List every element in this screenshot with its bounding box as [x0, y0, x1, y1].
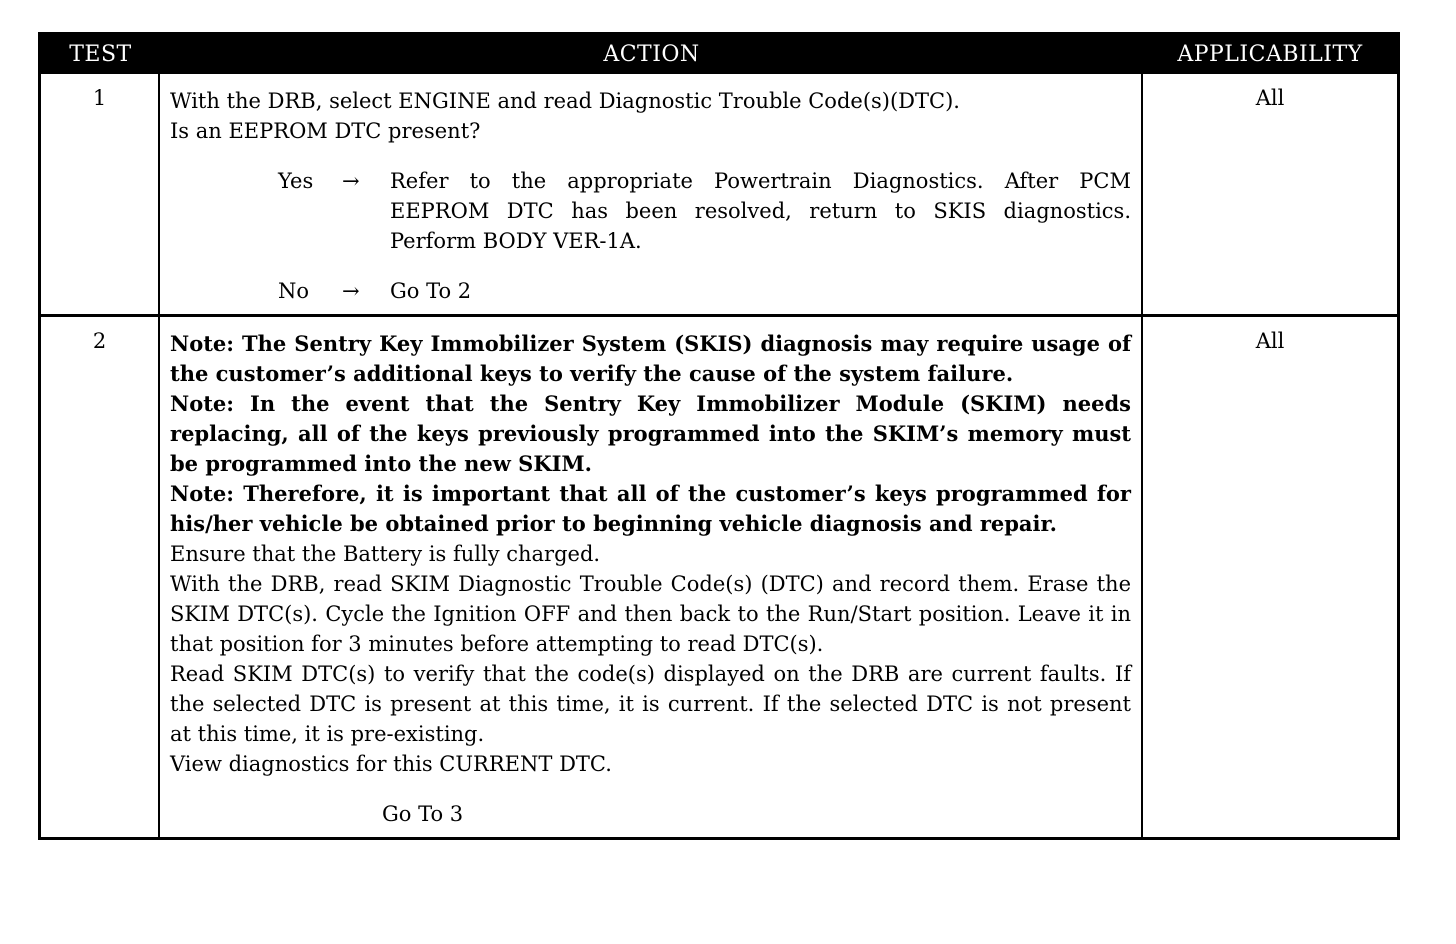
right-arrow-icon: →	[342, 279, 360, 303]
test-number: 1	[41, 74, 160, 314]
note: Note: Therefore, it is important that all of the customer’s keys programmed for his/her vehicle be obtained prior to beginning vehicle diagnosis and repair.	[170, 481, 1131, 536]
no-outcome	[170, 276, 1131, 306]
no-label: No	[278, 279, 310, 303]
note: Note: In the event that the Sentry Key Immobilizer Module (SKIM) needs replacing, all of the keys previously programmed into the SKIM’s memory must be programmed into the new SKIM.	[170, 391, 1131, 476]
yes-text: Refer to the appropriate Powertrain Diagnostics. After PCM EEPROM DTC has been resolved, return to SKIS diagnostics. Perform BODY VER-1A.	[390, 169, 1131, 253]
diagnostic-table	[38, 32, 1400, 840]
yes-outcome	[170, 166, 1131, 256]
yes-label: Yes	[278, 169, 314, 193]
header-action: ACTION	[603, 42, 700, 67]
right-arrow-icon: →	[342, 169, 360, 193]
action-cell	[160, 317, 1143, 837]
step: With the DRB, read SKIM Diagnostic Trouble Code(s) (DTC) and record them. Erase the SKIM DTC(s). Cycle the Ignition OFF and then back to the Run/Start position. Leave it in that position for 3 minutes before attempting to read DTC(s).	[170, 572, 1131, 656]
table-header	[41, 35, 1397, 74]
applicability-value: All	[1255, 86, 1285, 110]
action-cell	[160, 74, 1143, 314]
step: Ensure that the Battery is fully charged.	[170, 542, 601, 566]
no-text: Go To 2	[390, 279, 472, 303]
test-number: 2	[41, 317, 160, 837]
header-applicability: APPLICABILITY	[1177, 42, 1363, 67]
action-line: Is an EEPROM DTC present?	[170, 119, 481, 143]
table-row	[41, 74, 1397, 314]
step: View diagnostics for this CURRENT DTC.	[170, 752, 612, 776]
applicability-value: All	[1255, 329, 1285, 353]
goto-text: Go To 3	[382, 802, 464, 826]
action-line: With the DRB, select ENGINE and read Diagnostic Trouble Code(s)(DTC).	[170, 89, 960, 113]
note: Note: The Sentry Key Immobilizer System (SKIS) diagnosis may require usage of the customer’s additional keys to verify the cause of the system failure.	[170, 331, 1131, 386]
table-row	[41, 314, 1397, 837]
step: Read SKIM DTC(s) to verify that the code(s) displayed on the DRB are current faults. If the selected DTC is present at this time, it is current. If the selected DTC is not present at this time, it is pre-existing.	[170, 662, 1131, 746]
header-test: TEST	[69, 42, 132, 67]
